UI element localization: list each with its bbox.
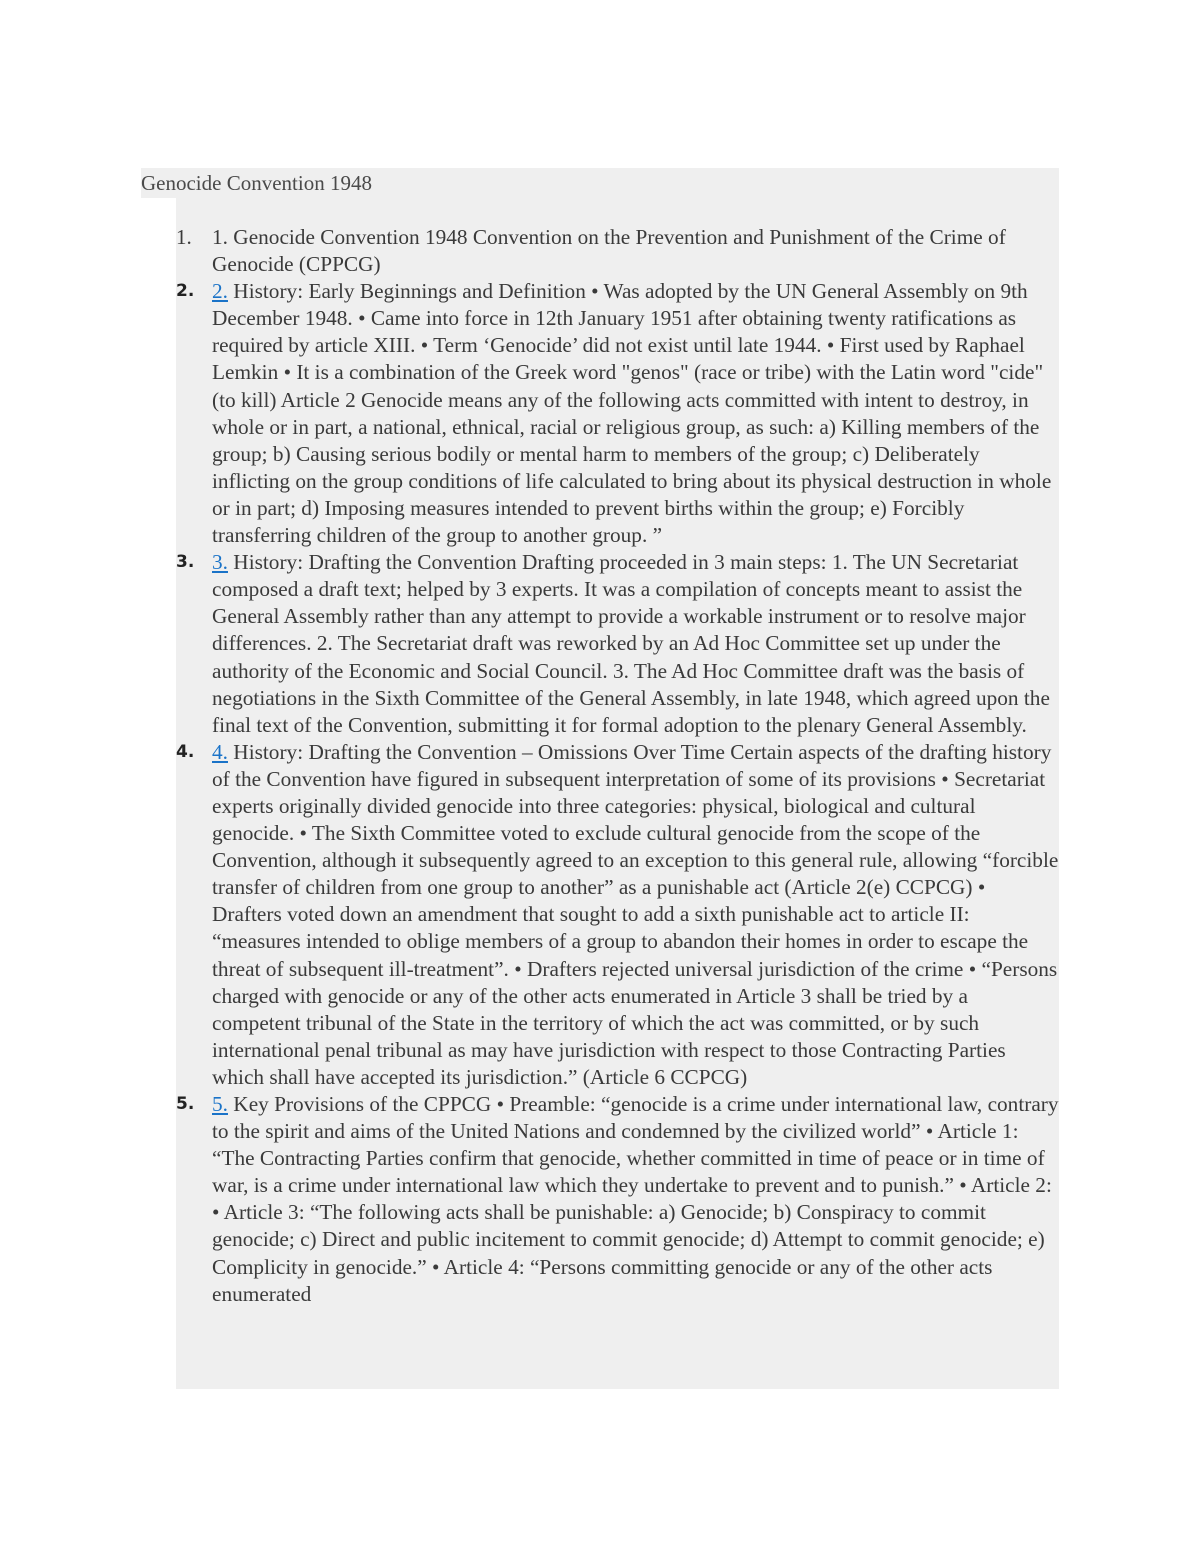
list-item-number: 3. bbox=[176, 552, 195, 573]
document-title: Genocide Convention 1948 bbox=[141, 168, 1059, 198]
list-item-link[interactable]: 3. bbox=[212, 550, 228, 575]
list-item-inline-number: 1. bbox=[212, 225, 228, 249]
list-item-4 bbox=[176, 739, 1059, 1091]
list-item-link[interactable]: 2. bbox=[212, 279, 228, 304]
list-item-5 bbox=[176, 1091, 1059, 1308]
list-item-number: 2. bbox=[176, 281, 195, 302]
list-item-number: 5. bbox=[176, 1094, 195, 1114]
list-item-text: Key Provisions of the CPPCG • Preamble: “genocide is a crime under international law, contrary to the spirit and aims of the United Nations and condemned by the civilized world” • Article 1: “The Contracting Parties confirm that genocide, whether committed in time of peace or in time of war, is a crime under international law which they undertake to prevent and to punish.” • Article 2: • Article 3: “The following acts shall be punishable: a) Genocide; b) Conspiracy to commit genocide; c) Direct and public incitement to commit genocide; d) Attempt to commit genocide; e) Complicity in genocide.” • Article 4: “Persons committing genocide or any of the other acts enumerated bbox=[212, 1092, 1059, 1306]
list-item-text: History: Drafting the Convention – Omissions Over Time Certain aspects of the drafting history of the Convention have figured in subsequent interpretation of some of its provisions • Secretariat experts originally divided genocide into three categories: physical, biological and cultural genocide. • The Sixth Committee voted to exclude cultural genocide from the scope of the Convention, although it subsequently agreed to an exception to this general rule, allowing “forcible transfer of children from one group to another” as a punishable act (Article 2(e) CCPCG) • Drafters voted down an amendment that sought to add a sixth punishable act to article II: “measures intended to oblige members of a group to abandon their homes in order to escape the threat of subsequent ill-treatment”. • Drafters rejected universal jurisdiction of the crime • “Persons charged with genocide or any of the other acts enumerated in Article 3 shall be tried by a competent tribunal of the State in the territory of which the act was committed, or by such international penal tribunal as may have jurisdiction with respect to those Contracting Parties which shall have accepted its jurisdiction.” (Article 6 CCPCG) bbox=[212, 739, 1059, 1089]
list-item-number: 4. bbox=[176, 741, 195, 762]
list-item-number: 1. bbox=[176, 225, 192, 249]
list-item-link[interactable]: 4. bbox=[212, 739, 228, 764]
document-list bbox=[176, 224, 1059, 1389]
list-item-link[interactable]: 5. bbox=[212, 1092, 228, 1116]
list-item-3 bbox=[176, 549, 1059, 739]
list-item-2 bbox=[176, 278, 1059, 549]
list-item-text: History: Early Beginnings and Definition • Was adopted by the UN General Assembly on 9th December 1948. • Came into force in 12th January 1951 after obtaining twenty ratifications as required by article XIII. • Term ‘Genocide’ did not exist until late 1944. • First used by Raphael Lemkin • It is a combination of the Greek word "genos" (race or tribe) with the Latin word "cide" (to kill) Article 2 Genocide means any of the following acts committed with intent to destroy, in whole or in part, a national, ethnical, racial or religious group, as such: a) Killing members of the group; b) Causing serious bodily or mental harm to members of the group; c) Deliberately inflicting on the group conditions of life calculated to bring about its physical destruction in whole or in part; d) Imposing measures intended to prevent births within the group; e) Forcibly transferring children of the group to another group. ” bbox=[212, 279, 1052, 548]
list-item-1 bbox=[176, 224, 1059, 278]
list-item-text: Genocide Convention 1948 Convention on the Prevention and Punishment of the Crime of Genocide (CPPCG) bbox=[212, 225, 1006, 277]
title-spacer bbox=[176, 198, 1059, 224]
list-item-text: History: Drafting the Convention Drafting proceeded in 3 main steps: 1. The UN Secretariat composed a draft text; helped by 3 experts. It was a compilation of concepts meant to assist the General Assembly rather than any attempt to provide a workable instrument or to resolve major differences. 2. The Secretariat draft was reworked by an Ad Hoc Committee set up under the authority of the Economic and Social Council. 3. The Ad Hoc Committee draft was the basis of negotiations in the Sixth Committee of the General Assembly, in late 1948, which agreed upon the final text of the Convention, submitting it for formal adoption to the plenary General Assembly. bbox=[212, 550, 1050, 737]
